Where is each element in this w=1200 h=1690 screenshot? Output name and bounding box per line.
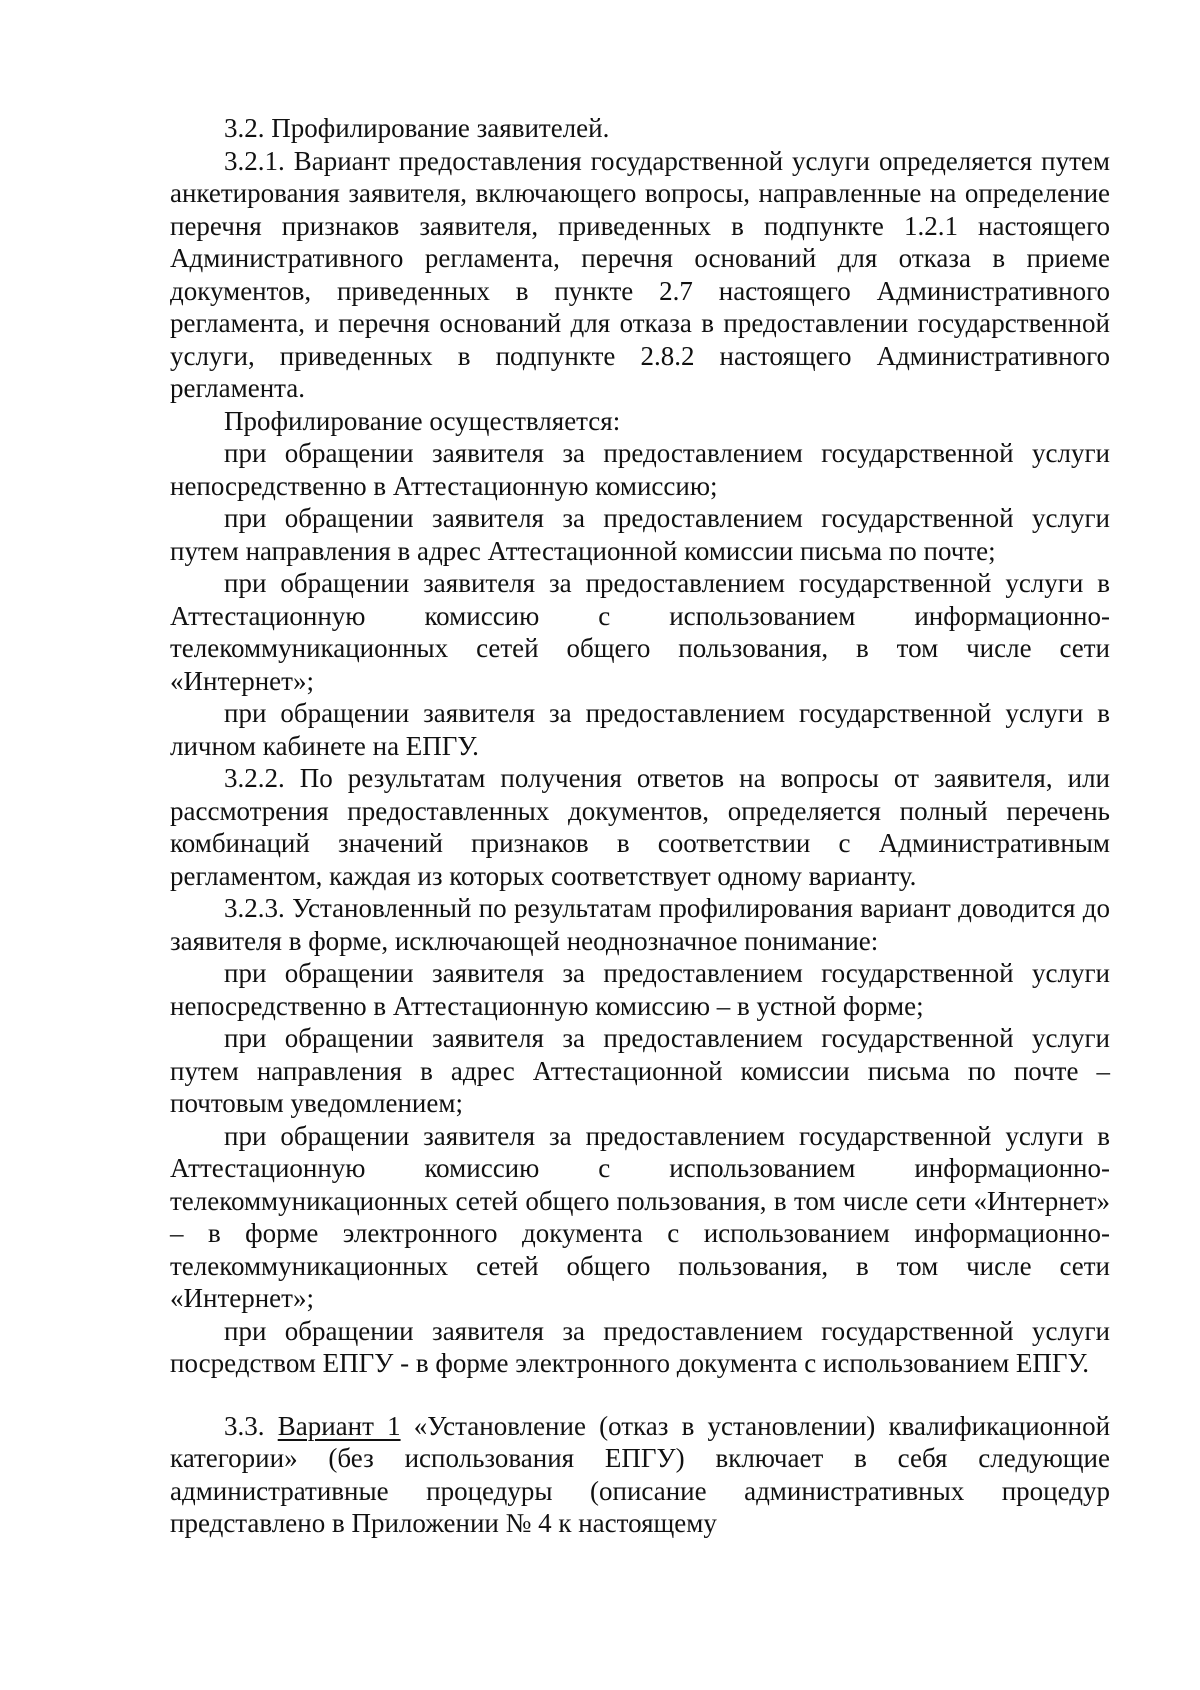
list-item-direct: при обращении заявителя за предоставлением государственной услуги непосредственно в Аттестационную комиссию;: [170, 438, 1110, 501]
paragraph-3-3: [170, 1410, 1110, 1540]
paragraph-3-2-1: 3.2.1. Вариант предоставления государственной услуги определяется путем анкетирования заявителя, включающего вопросы, направленные на определение перечня признаков заявителя, приведенных в подпункте 1.2.1 настоящего Административного регламента, перечня оснований для отказа в приеме документов, приведенных в пункте 2.7 настоящего Административного регламента, и перечня оснований для отказа в предоставлении государственной услуги, приведенных в подпункте 2.8.2 настоящего Административного регламента.: [170, 145, 1110, 403]
paragraph-3-2-2: 3.2.2. По результатам получения ответов на вопросы от заявителя, или рассмотрения предоставленных документов, определяется полный перечень комбинаций значений признаков в соответствии с Административным регламентом, каждая из которых соответствует одному варианту.: [170, 763, 1110, 891]
list-item-direct-oral: при обращении заявителя за предоставлением государственной услуги непосредственно в Аттестационную комиссию – в устной форме;: [170, 958, 1110, 1021]
list-item-post-notice: при обращении заявителя за предоставлением государственной услуги путем направления в адрес Аттестационной комиссии письма по почте – почтовым уведомлением;: [170, 1023, 1110, 1118]
list-item-internet-electronic: при обращении заявителя за предоставлением государственной услуги в Аттестационную комиссию с использованием информационно-телекоммуникационных сетей общего пользования, в том числе сети «Интернет» – в форме электронного документа с использованием информационно-телекоммуникационных сетей общего пользования, в том числе сети «Интернет»;: [170, 1120, 1110, 1313]
section-number: 3.3.: [224, 1410, 265, 1441]
paragraph-3-2-3: 3.2.3. Установленный по результатам профилирования вариант доводится до заявителя в форме, исключающей неоднозначное понимание:: [170, 893, 1110, 956]
list-item-epgu: при обращении заявителя за предоставлением государственной услуги в личном кабинете на ЕПГУ.: [170, 698, 1110, 761]
variant-underlined: Вариант 1: [277, 1410, 401, 1441]
list-item-internet: при обращении заявителя за предоставлением государственной услуги в Аттестационную комиссию с использованием информационно-телекоммуникационных сетей общего пользования, в том числе сети «Интернет»;: [170, 568, 1110, 696]
document-body: [170, 112, 1110, 1540]
list-item-post: при обращении заявителя за предоставлением государственной услуги путем направления в адрес Аттестационной комиссии письма по почте;: [170, 503, 1110, 566]
paragraph-gap: [170, 1380, 1110, 1410]
list-item-epgu-electronic: при обращении заявителя за предоставлением государственной услуги посредством ЕПГУ - в форме электронного документа с использованием ЕПГУ.: [170, 1315, 1110, 1378]
section-text: «Установление (отказ в установлении) квалификационной категории» (без использования ЕПГУ) включает в себя следующие административные процедуры (описание административных процедур представлено в Приложении № 4 к настоящему: [170, 1410, 1111, 1538]
paragraph-profiling-intro: Профилирование осуществляется:: [224, 405, 621, 436]
section-heading-3-2: 3.2. Профилирование заявителей.: [224, 113, 610, 143]
